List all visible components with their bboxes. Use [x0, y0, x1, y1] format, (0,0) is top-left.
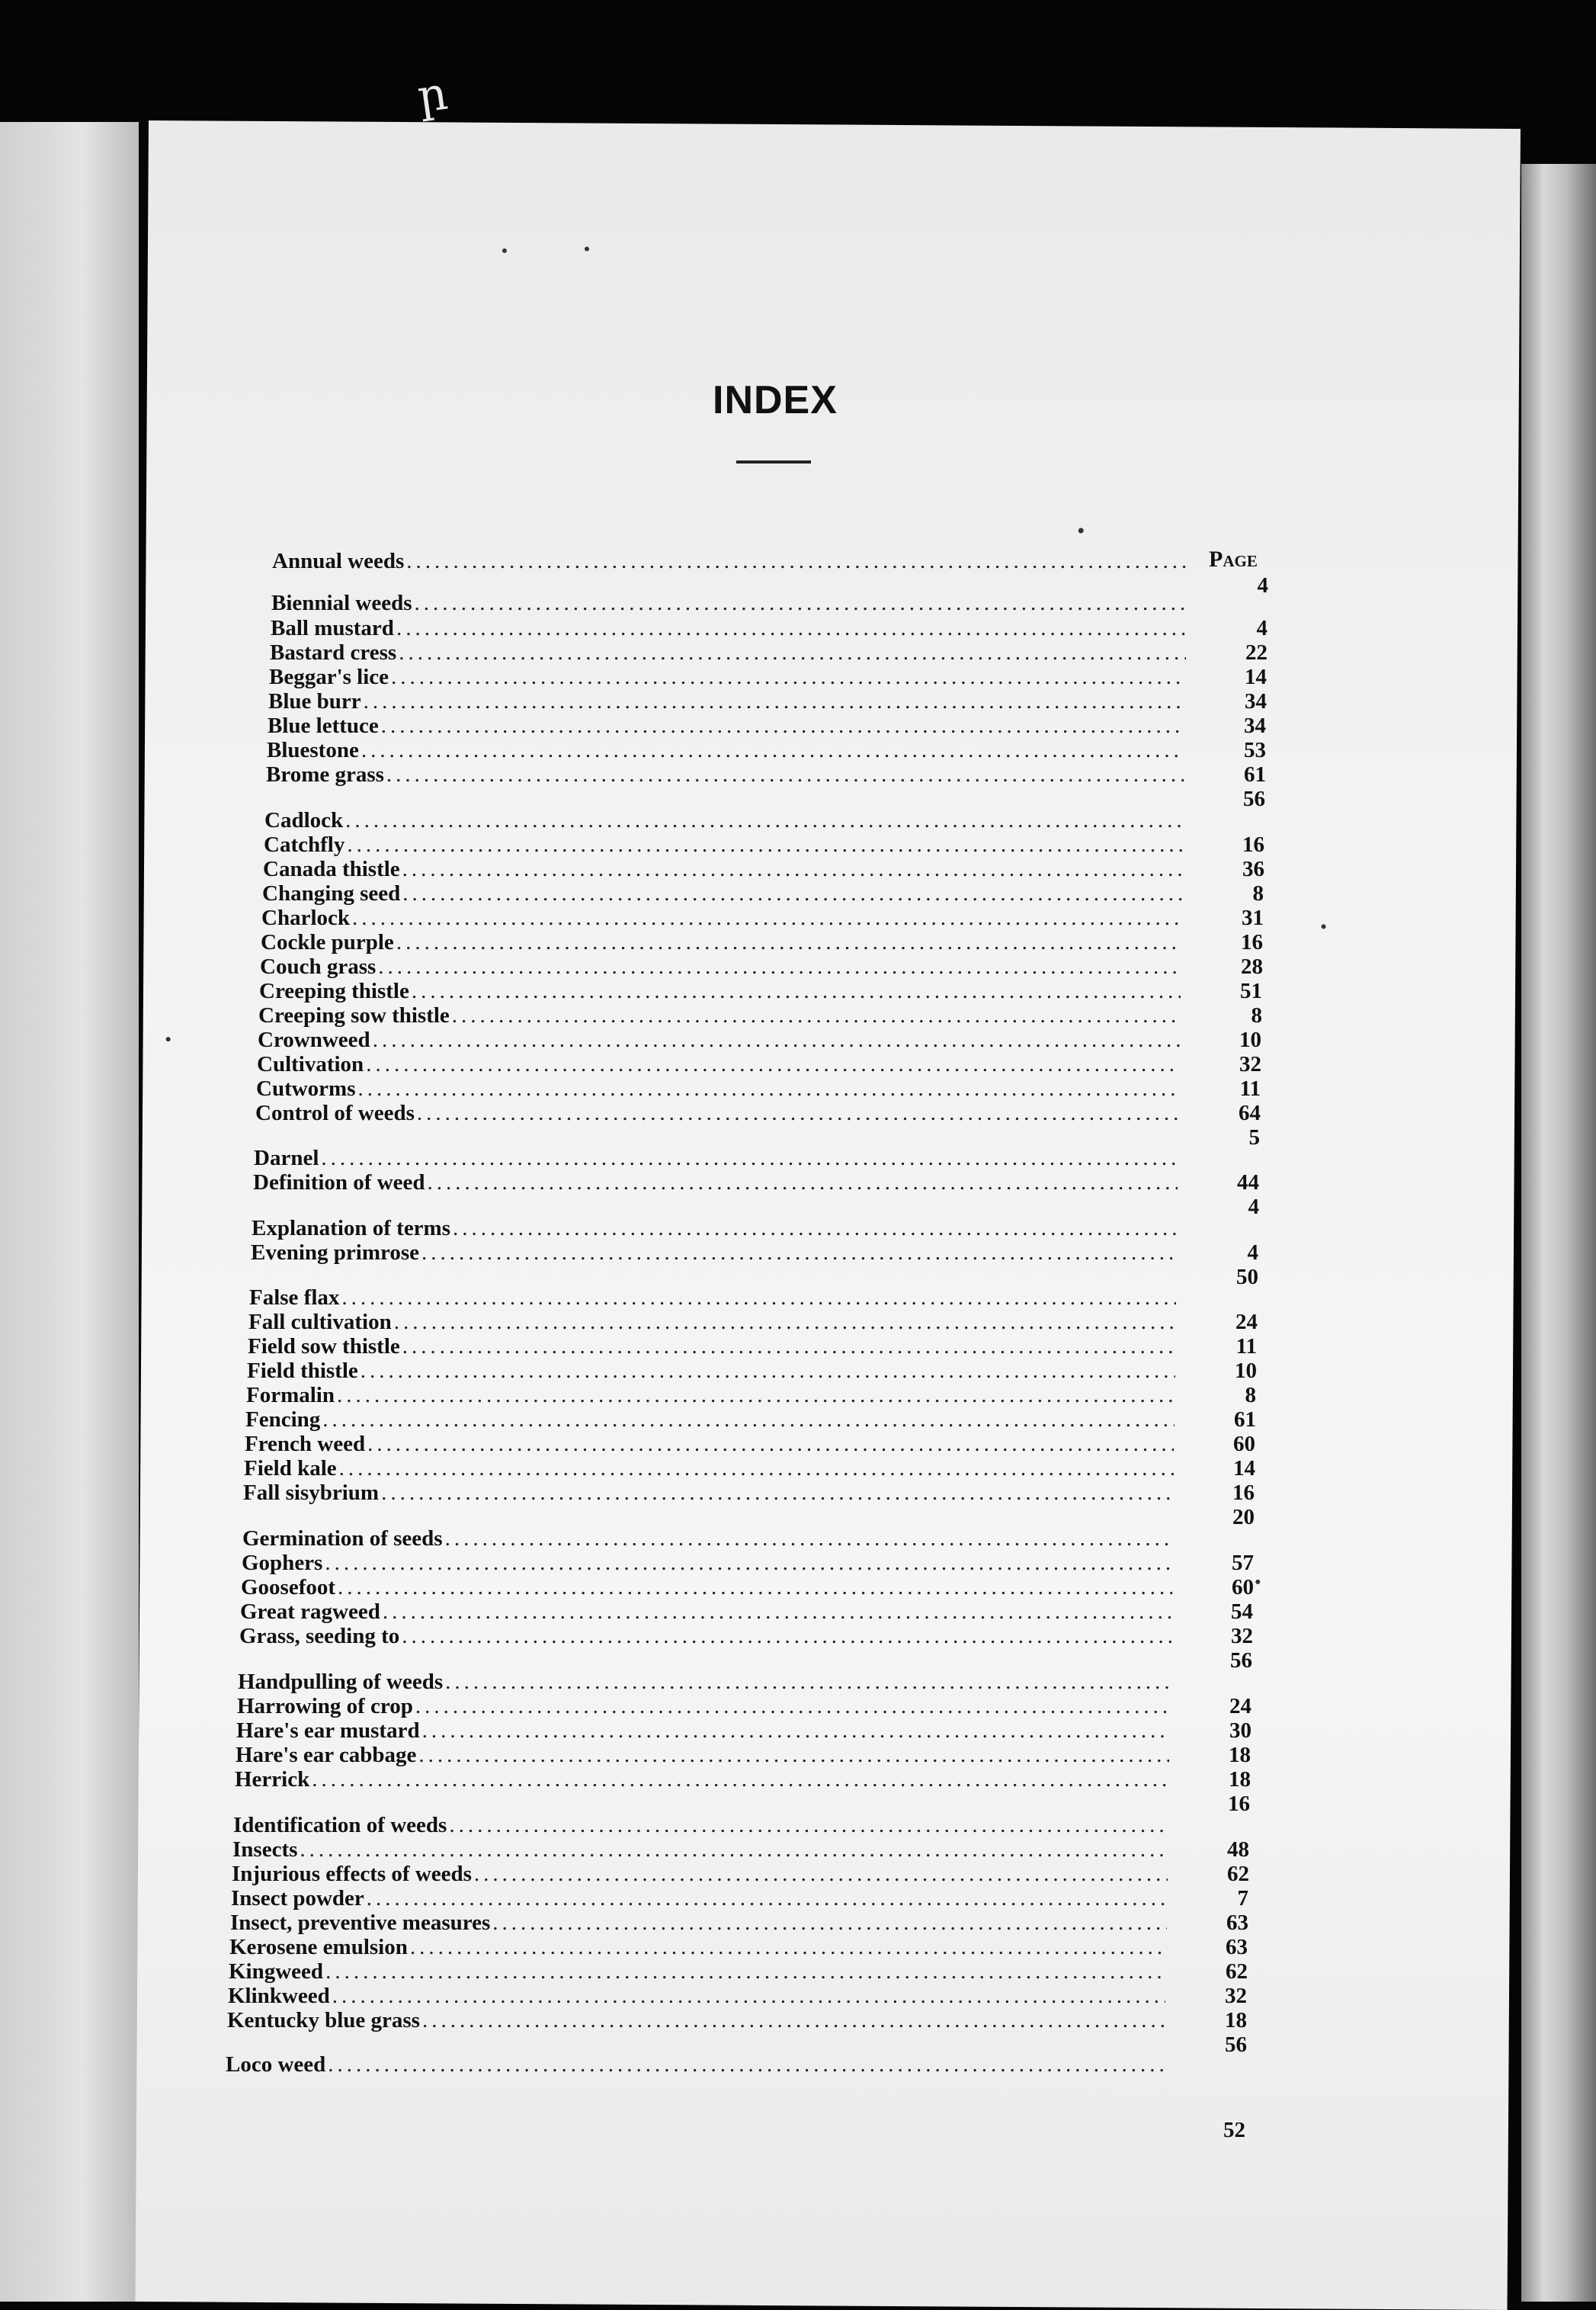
dot-leader: [428, 1170, 1178, 1195]
index-page-number: 64: [1239, 1101, 1261, 1125]
index-entry: [232, 1837, 1168, 1863]
dot-leader: [399, 640, 1186, 666]
index-entry: [264, 833, 1183, 858]
dot-leader: [402, 1624, 1171, 1649]
index-page-number: 4: [1257, 573, 1268, 598]
dot-leader: [367, 1886, 1167, 1911]
dot-leader: [402, 881, 1182, 906]
index-entry: [266, 762, 1184, 788]
index-term: Fencing: [245, 1407, 321, 1432]
index-entry: [261, 930, 1181, 956]
dot-leader: [396, 930, 1181, 955]
dot-leader: [474, 1862, 1168, 1887]
index-term: Field sow thistle: [248, 1334, 400, 1359]
index-term: Ball mustard: [271, 616, 394, 640]
dot-leader: [361, 738, 1184, 763]
dot-leader: [453, 1216, 1178, 1241]
index-term: Evening primrose: [251, 1240, 419, 1265]
dot-leader: [312, 1767, 1169, 1792]
dot-leader: [325, 1959, 1166, 1984]
index-page-number: 11: [1235, 1334, 1257, 1359]
dot-leader: [449, 1813, 1168, 1838]
index-entry: [272, 549, 1187, 575]
index-term: Blue burr: [268, 689, 361, 714]
index-term: Insect, preventive measures: [230, 1911, 491, 1935]
right-page-edge: [1521, 164, 1596, 2302]
index-entry: [233, 1813, 1168, 1839]
dot-leader: [345, 808, 1184, 833]
index-entry: [239, 1624, 1171, 1650]
index-entry: [231, 1886, 1167, 1912]
index-entry: [262, 881, 1182, 907]
index-entry: [245, 1407, 1175, 1433]
index-term: Hare's ear cabbage: [236, 1743, 417, 1767]
index-page-number: 61: [1244, 762, 1266, 787]
index-page-number: 62: [1226, 1959, 1248, 1984]
dot-leader: [406, 549, 1187, 574]
dot-leader: [352, 906, 1182, 931]
dot-leader: [386, 762, 1184, 788]
dot-leader: [402, 1334, 1175, 1359]
index-entry: [257, 1052, 1180, 1078]
index-term: Injurious effects of weeds: [232, 1862, 472, 1886]
index-entry: [228, 1984, 1165, 2010]
index-term: Harrowing of crop: [237, 1694, 413, 1718]
index-entry: [251, 1240, 1177, 1266]
index-page-number: 56: [1243, 787, 1265, 811]
index-page-number: 28: [1241, 954, 1263, 979]
index-entry: [238, 1670, 1171, 1696]
index-page-number: 22: [1245, 640, 1268, 665]
index-entry: [229, 1935, 1166, 1961]
index-term: Field thistle: [247, 1359, 358, 1383]
index-entry: [269, 665, 1185, 691]
index-term: Blue lettuce: [268, 714, 379, 738]
index-page-number: 4: [1247, 1240, 1258, 1265]
index-page-number: 32: [1225, 1984, 1247, 2008]
index-entry: [247, 1359, 1175, 1384]
index-term: Insects: [232, 1837, 298, 1862]
index-page-number: 18: [1225, 2008, 1247, 2032]
index-page-number: 63: [1226, 1935, 1248, 1959]
index-term: Definition of weed: [253, 1170, 425, 1195]
index-entry: [254, 1146, 1178, 1172]
dot-leader: [366, 1052, 1180, 1077]
index-page-number: 5: [1248, 1125, 1260, 1150]
index-entry: [246, 1383, 1175, 1409]
index-term: Handpulling of weeds: [238, 1670, 444, 1694]
dot-leader: [358, 1076, 1180, 1102]
index-page-number: 8: [1251, 1003, 1262, 1028]
dot-leader: [402, 857, 1183, 882]
dot-leader: [492, 1911, 1167, 1936]
index-page-number: 62: [1227, 1862, 1249, 1886]
index-entry: [263, 857, 1183, 883]
index-entry: [236, 1743, 1169, 1769]
index-term: Couch grass: [260, 954, 377, 979]
index-term: Kingweed: [229, 1959, 324, 1984]
dot-leader: [321, 1146, 1178, 1171]
index-entry: [258, 1028, 1180, 1054]
index-entry: [256, 1076, 1179, 1102]
index-page-number: 53: [1244, 738, 1266, 762]
index-term: Creeping sow thistle: [258, 1003, 450, 1028]
speck: [1255, 1580, 1260, 1584]
index-page-number: 56: [1230, 1648, 1252, 1673]
index-page-number: 14: [1233, 1456, 1255, 1481]
index-term: Biennial weeds: [271, 591, 412, 615]
dot-leader: [445, 1526, 1172, 1551]
index-term: Charlock: [261, 906, 350, 930]
dot-leader: [381, 714, 1184, 739]
index-page-number: 32: [1231, 1624, 1253, 1648]
index-entry: [227, 2008, 1165, 2034]
index-term: Gophers: [242, 1551, 323, 1575]
index-entry: [237, 1694, 1170, 1720]
index-entry: [244, 1456, 1174, 1482]
dot-leader: [300, 1837, 1168, 1862]
dot-leader: [445, 1670, 1171, 1695]
index-entry: [268, 714, 1184, 740]
index-term: Hare's ear mustard: [236, 1718, 420, 1743]
index-term: Goosefoot: [241, 1575, 336, 1599]
index-page-number: 11: [1239, 1076, 1261, 1101]
index-entry: [242, 1551, 1172, 1577]
page-title: INDEX: [713, 378, 838, 422]
index-term: Formalin: [246, 1383, 335, 1407]
index-entry: [230, 1911, 1167, 1936]
index-page-number: 20: [1232, 1505, 1255, 1529]
dot-leader: [422, 2008, 1165, 2033]
index-page-number: 63: [1226, 1911, 1248, 1935]
page-column-header: Page: [1209, 547, 1258, 572]
index-page-number: 54: [1231, 1599, 1253, 1624]
dot-leader: [394, 1310, 1176, 1335]
index-entry: [248, 1334, 1175, 1360]
index-term: Darnel: [254, 1146, 319, 1170]
index-entry: [241, 1575, 1172, 1601]
index-entry: [249, 1285, 1176, 1311]
index-entry: [271, 616, 1186, 642]
index-term: Bastard cress: [270, 640, 397, 665]
index-page-number: 36: [1242, 857, 1264, 881]
dot-leader: [328, 2052, 1165, 2077]
index-page-number: 60: [1233, 1432, 1255, 1456]
index-page-number: 32: [1239, 1052, 1261, 1076]
index-entry: [271, 591, 1187, 617]
dot-leader: [332, 1984, 1165, 2009]
index-page-number: 4: [1256, 616, 1268, 640]
index-page-number: 18: [1229, 1767, 1251, 1792]
index-page-number: 44: [1237, 1170, 1259, 1195]
dot-leader: [421, 1240, 1177, 1266]
speck: [585, 246, 589, 251]
index-term: Klinkweed: [228, 1984, 330, 2008]
index-page-number: 60: [1232, 1575, 1254, 1599]
index-entry: [253, 1170, 1178, 1196]
index-page-number: 24: [1229, 1694, 1251, 1718]
dot-leader: [339, 1456, 1174, 1481]
index-term: Great ragweed: [240, 1599, 380, 1624]
dot-leader: [381, 1481, 1173, 1506]
index-page-number: 50: [1236, 1265, 1258, 1289]
dot-leader: [373, 1028, 1180, 1053]
dot-leader: [367, 1432, 1174, 1457]
index-term: Herrick: [235, 1767, 310, 1792]
dot-leader: [383, 1599, 1171, 1625]
speck: [502, 249, 507, 253]
title-rule: [736, 460, 811, 464]
index-term: Cockle purple: [261, 930, 394, 954]
index-page-number: 8: [1252, 881, 1264, 906]
index-entry: [267, 738, 1184, 764]
index-page-number: 4: [1248, 1195, 1259, 1219]
index-term: Cadlock: [264, 808, 344, 833]
dot-leader: [364, 689, 1185, 714]
index-page-number: 18: [1229, 1743, 1251, 1767]
left-page-edge: [0, 122, 139, 2302]
index-term: Fall cultivation: [248, 1310, 392, 1334]
index-page-number: 16: [1241, 930, 1263, 954]
index-page-number: 24: [1235, 1310, 1258, 1334]
index-entry: [259, 979, 1181, 1005]
dot-leader: [418, 1743, 1169, 1768]
index-entry: [270, 640, 1186, 666]
index-term: Changing seed: [262, 881, 401, 906]
speck: [166, 1037, 171, 1041]
dot-leader: [361, 1359, 1175, 1384]
dot-leader: [410, 1935, 1166, 1960]
speck: [1322, 924, 1326, 929]
index-term: False flax: [249, 1285, 340, 1310]
dot-leader: [415, 1694, 1170, 1719]
index-entry: [252, 1216, 1178, 1242]
index-page-number: 10: [1239, 1028, 1261, 1052]
index-page-number: 34: [1245, 689, 1267, 714]
index-term: Control of weeds: [255, 1101, 415, 1125]
dot-leader: [378, 954, 1181, 980]
index-term: Germination of seeds: [242, 1526, 443, 1551]
index-term: Grass, seeding to: [239, 1624, 400, 1648]
index-entry: [268, 689, 1185, 715]
index-page-number: 56: [1225, 2032, 1247, 2057]
dot-leader: [337, 1383, 1175, 1408]
index-entry: [235, 1767, 1169, 1793]
scan-mark: ր: [414, 68, 451, 123]
index-page-number: 16: [1228, 1792, 1250, 1816]
dot-leader: [322, 1407, 1175, 1433]
speck: [1078, 528, 1084, 533]
index-term: Field kale: [244, 1456, 337, 1481]
dot-leader: [415, 591, 1187, 616]
index-page-number: 48: [1227, 1837, 1249, 1862]
index-term: Creeping thistle: [259, 979, 409, 1003]
index-term: Brome grass: [266, 762, 384, 787]
index-page-number: 52: [1223, 2118, 1245, 2142]
index-entry: [248, 1310, 1176, 1336]
index-entry: [232, 1862, 1168, 1888]
index-term: Catchfly: [264, 833, 345, 857]
index-entry: [226, 2052, 1165, 2078]
index-term: Bluestone: [267, 738, 359, 762]
dot-leader: [347, 833, 1183, 858]
index-page-number: 16: [1232, 1481, 1255, 1505]
index-entry: [261, 906, 1182, 932]
index-page-number: 16: [1242, 833, 1264, 857]
index-term: Kentucky blue grass: [227, 2008, 420, 2032]
index-term: Annual weeds: [272, 549, 405, 573]
dot-leader: [325, 1551, 1172, 1576]
dot-leader: [422, 1718, 1170, 1744]
index-entry: [264, 808, 1184, 834]
dot-leader: [338, 1575, 1172, 1600]
index-page-number: 57: [1232, 1551, 1254, 1575]
index-term: Identification of weeds: [233, 1813, 447, 1837]
dot-leader: [396, 616, 1186, 641]
index-page-number: 30: [1229, 1718, 1251, 1743]
index-entry: [236, 1718, 1170, 1744]
index-entry: [260, 954, 1181, 980]
index-entry: [242, 1526, 1172, 1552]
index-entry: [229, 1959, 1166, 1985]
index-page-number: 7: [1237, 1886, 1248, 1911]
dot-leader: [417, 1101, 1179, 1126]
index-page-number: 8: [1245, 1383, 1256, 1407]
index-entry: [258, 1003, 1181, 1029]
index-term: Insect powder: [231, 1886, 364, 1911]
index-page-number: 34: [1244, 714, 1266, 738]
index-page-number: 14: [1245, 665, 1267, 689]
dot-leader: [452, 1003, 1181, 1028]
index-term: Beggar's lice: [269, 665, 389, 689]
index-term: French weed: [245, 1432, 366, 1456]
index-page-number: 61: [1234, 1407, 1256, 1432]
index-term: Cultivation: [257, 1052, 364, 1076]
index-entry: [255, 1101, 1179, 1127]
index-entry: [245, 1432, 1174, 1458]
index-page-number: 10: [1235, 1359, 1257, 1383]
index-term: Loco weed: [226, 2052, 326, 2077]
index-term: Crownweed: [258, 1028, 370, 1052]
index-term: Cutworms: [256, 1076, 356, 1101]
dot-leader: [391, 665, 1185, 690]
index-page-number: 51: [1240, 979, 1262, 1003]
index-term: Fall sisybrium: [243, 1481, 380, 1505]
index-term: Explanation of terms: [252, 1216, 450, 1240]
index-term: Kerosene emulsion: [229, 1935, 408, 1959]
index-page-number: 31: [1242, 906, 1264, 930]
dot-leader: [412, 979, 1181, 1004]
dot-leader: [341, 1285, 1176, 1311]
index-term: Canada thistle: [263, 857, 400, 881]
index-entry: [240, 1599, 1171, 1625]
index-entry: [243, 1481, 1173, 1506]
